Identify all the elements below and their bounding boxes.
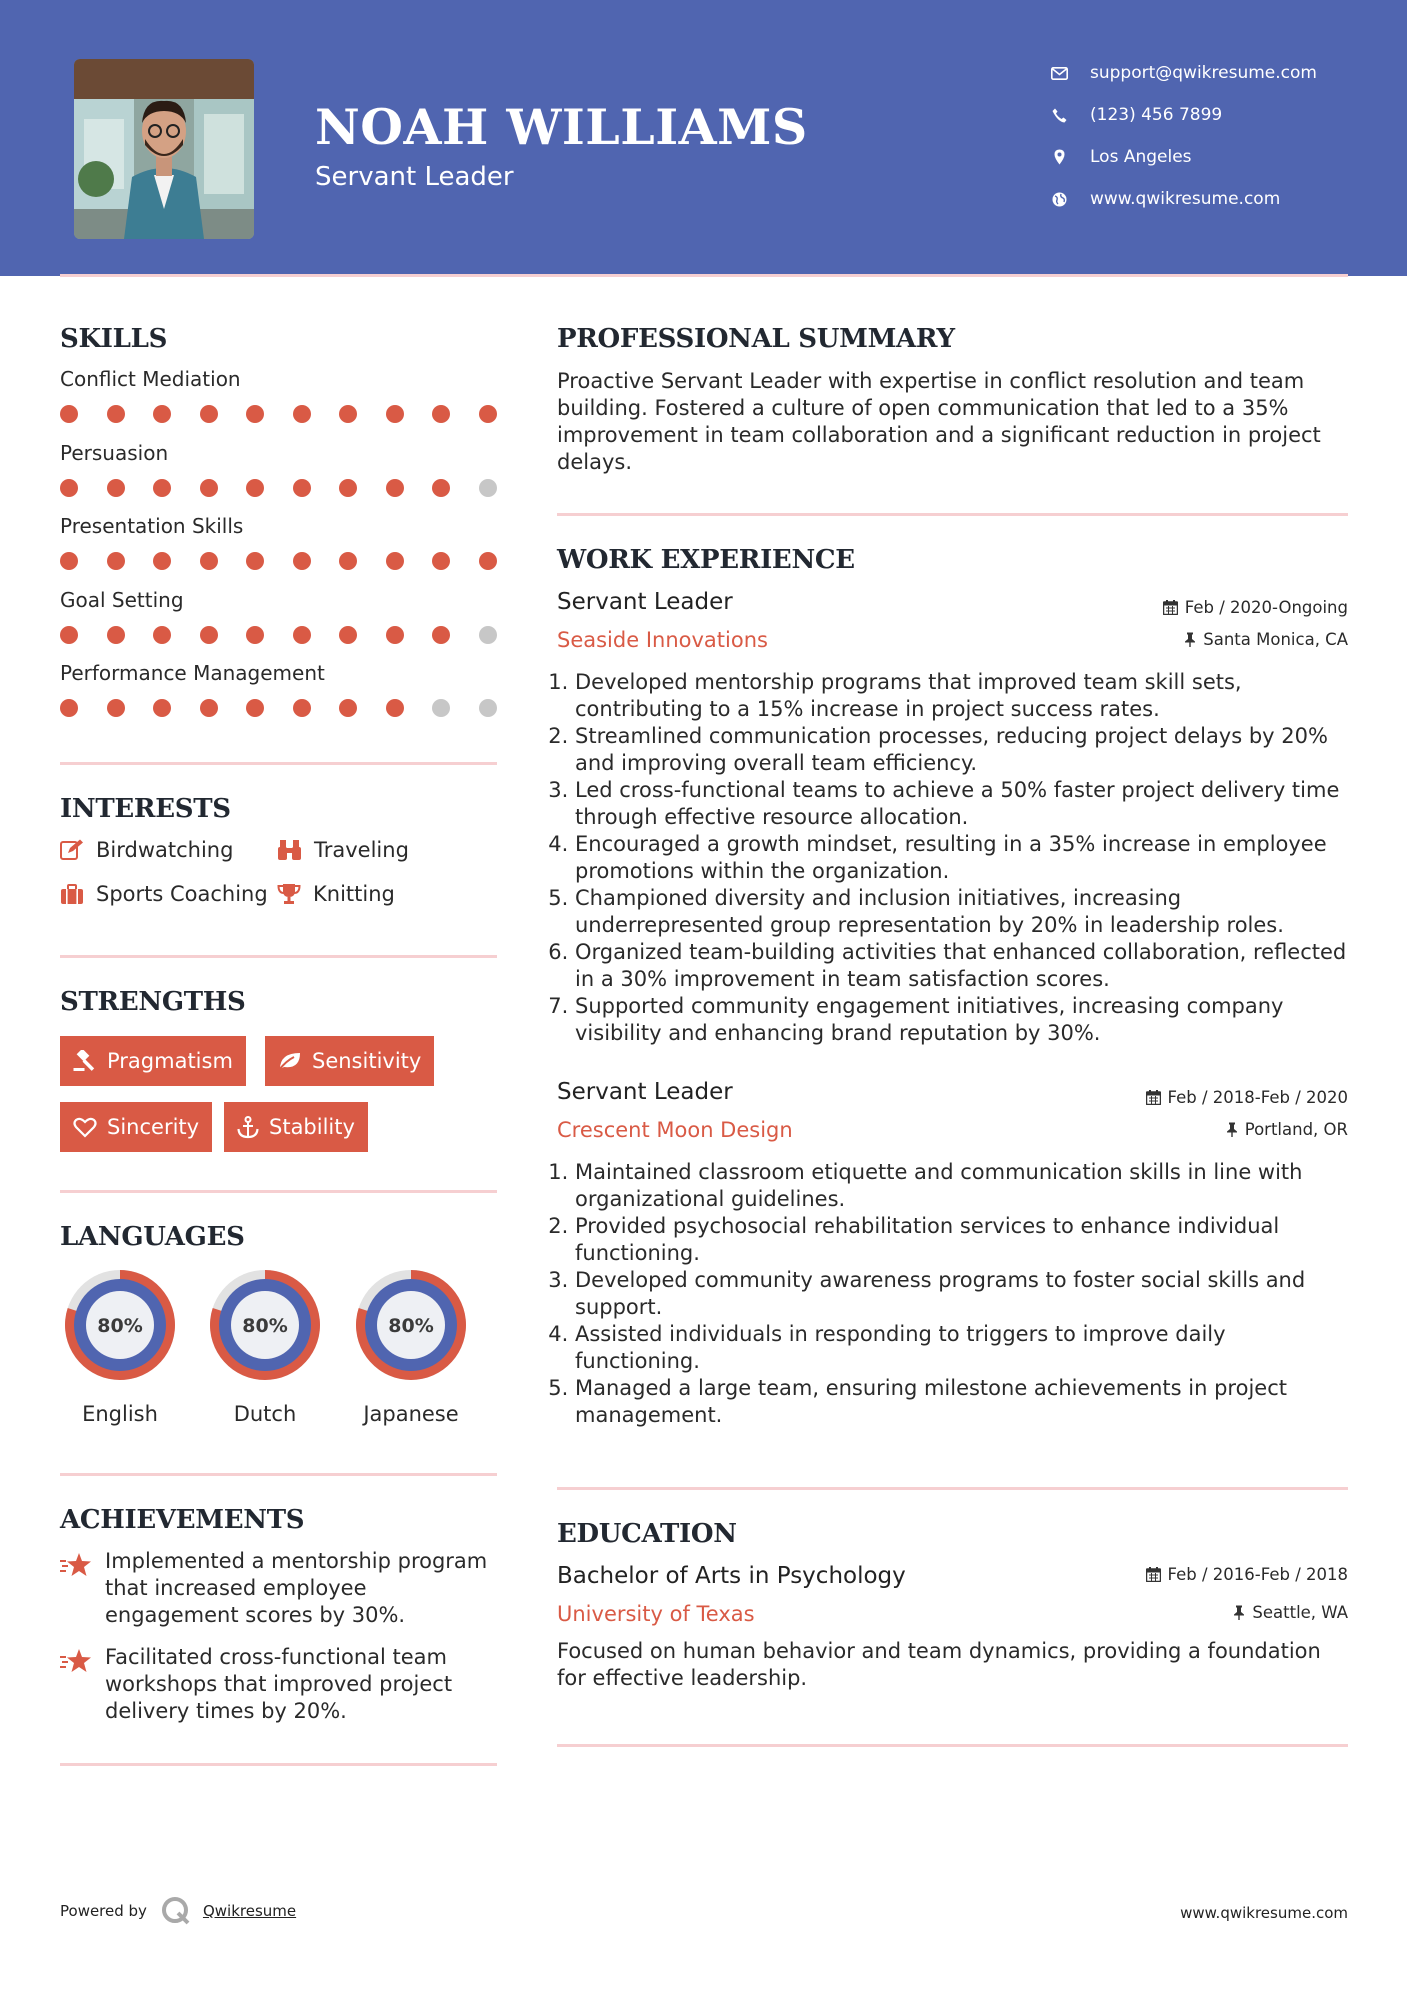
- skill-rating: [60, 626, 497, 644]
- phone-icon: [1050, 106, 1068, 124]
- contact-location: [1050, 136, 1317, 178]
- contact-list: [1050, 52, 1317, 220]
- contact-location-text: Los Angeles: [1090, 147, 1192, 167]
- skill-dot-filled: [293, 405, 311, 423]
- language-percent: 80%: [242, 1315, 288, 1337]
- language-item: [59, 1264, 181, 1426]
- job-bullet: 6. Organized team-building activities that enhanced collaboration, reflected in a 30% improvement in team satisfaction scores.: [575, 939, 1348, 993]
- skill-name: Presentation Skills: [60, 514, 244, 538]
- language-percent: 80%: [97, 1315, 143, 1337]
- summary-divider: [557, 513, 1348, 516]
- strength-tag: [265, 1036, 434, 1086]
- candidate-name: NOAH WILLIAMS: [315, 98, 808, 156]
- education-divider: [557, 1744, 1348, 1747]
- job-date-text: Feb / 2020-Ongoing: [1184, 598, 1348, 617]
- edit-icon: [60, 839, 84, 861]
- job-company: Crescent Moon Design: [557, 1118, 793, 1142]
- skill-dot-filled: [339, 699, 357, 717]
- skill-dot-filled: [386, 552, 404, 570]
- contact-phone: [1050, 94, 1317, 136]
- contact-phone-text[interactable]: (123) 456 7899: [1090, 105, 1223, 125]
- skill-dot-filled: [153, 626, 171, 644]
- skill-rating: [60, 699, 497, 717]
- language-name: English: [82, 1402, 158, 1426]
- skill-dot-filled: [246, 626, 264, 644]
- education-location: [1233, 1603, 1348, 1622]
- candidate-title: Servant Leader: [315, 162, 514, 192]
- job-location-text: Santa Monica, CA: [1203, 630, 1348, 649]
- profile-photo: [74, 59, 254, 239]
- skill-dot-filled: [432, 479, 450, 497]
- language-item: [350, 1264, 472, 1426]
- gavel-icon: [73, 1050, 97, 1072]
- skill-dot-filled: [386, 626, 404, 644]
- job-bullet: 1. Developed mentorship programs that improved team skill sets, contributing to a 15% increase in project success rates.: [575, 669, 1348, 723]
- skill-dot-empty: [479, 626, 497, 644]
- interest-label: Knitting: [313, 882, 395, 906]
- footer-brand-link[interactable]: Qwikresume: [202, 1902, 297, 1920]
- skill-dot-filled: [107, 479, 125, 497]
- skill-dot-filled: [293, 552, 311, 570]
- skill-dot-filled: [60, 479, 78, 497]
- footer-website[interactable]: www.qwikresume.com: [1180, 1904, 1348, 1922]
- skill-dot-filled: [200, 699, 218, 717]
- language-name: Dutch: [233, 1402, 297, 1426]
- skill-dot-filled: [246, 405, 264, 423]
- job-bullet: 7. Supported community engagement initiatives, increasing company visibility and enhancing brand reputation by 30%.: [575, 993, 1348, 1047]
- skill-dot-filled: [432, 405, 450, 423]
- skills-heading: SKILLS: [60, 324, 168, 354]
- skill-dot-filled: [60, 626, 78, 644]
- summary-heading: PROFESSIONAL SUMMARY: [557, 324, 955, 354]
- powered-by-label: Powered by: [60, 1902, 147, 1920]
- skill-dot-filled: [200, 552, 218, 570]
- strengths-divider: [60, 1190, 497, 1193]
- achievement-text: Facilitated cross-functional team workshops that improved project delivery times by 20%.: [105, 1645, 453, 1723]
- languages-heading: LANGUAGES: [60, 1222, 245, 1252]
- resume-header: [0, 0, 1407, 276]
- binoculars-icon: [277, 839, 302, 861]
- job-bullet: 5. Championed diversity and inclusion initiatives, increasing underrepresented group representation by 20% in leadership roles.: [575, 885, 1348, 939]
- skill-name: Conflict Mediation: [60, 367, 241, 391]
- interests-divider: [60, 955, 497, 958]
- skill-dot-filled: [339, 405, 357, 423]
- strength-label: Sincerity: [107, 1115, 200, 1139]
- job-bullet: 1. Maintained classroom etiquette and communication skills in line with organizational guidelines.: [575, 1159, 1348, 1213]
- skill-dot-filled: [153, 479, 171, 497]
- language-item: [204, 1264, 326, 1426]
- skill-dot-filled: [60, 552, 78, 570]
- skill-rating: [60, 479, 497, 497]
- skill-dot-filled: [107, 405, 125, 423]
- skill-dot-filled: [107, 699, 125, 717]
- job-bullet: 3. Developed community awareness programs to foster social skills and support.: [575, 1267, 1348, 1321]
- skill-dot-filled: [293, 479, 311, 497]
- education-degree: Bachelor of Arts in Psychology: [557, 1563, 906, 1589]
- interest-item: [277, 882, 395, 906]
- languages-divider: [60, 1473, 497, 1476]
- language-name: Japanese: [363, 1402, 459, 1426]
- skill-rating: [60, 552, 497, 570]
- education-date: [1146, 1565, 1348, 1584]
- skill-dot-empty: [479, 699, 497, 717]
- contact-email-text[interactable]: support@qwikresume.com: [1090, 63, 1317, 83]
- skill-dot-filled: [107, 552, 125, 570]
- strength-label: Sensitivity: [312, 1049, 422, 1073]
- language-ring: [204, 1264, 326, 1386]
- skill-dot-filled: [339, 552, 357, 570]
- pushpin-icon: [1184, 632, 1196, 647]
- language-ring: [350, 1264, 472, 1386]
- strength-tag: [60, 1102, 212, 1152]
- education-school: University of Texas: [557, 1602, 755, 1626]
- achievements-divider: [60, 1763, 497, 1766]
- skill-dot-filled: [432, 552, 450, 570]
- skill-dot-filled: [153, 552, 171, 570]
- job-location: [1184, 630, 1348, 649]
- interest-label: Traveling: [314, 838, 409, 862]
- skills-divider: [60, 762, 497, 765]
- language-percent: 80%: [388, 1315, 434, 1337]
- star-icon: [60, 1552, 92, 1578]
- skill-dot-filled: [153, 405, 171, 423]
- job-bullet: 4. Encouraged a growth mindset, resulting in a 35% increase in employee promotions within the organization.: [575, 831, 1348, 885]
- footer-powered-by: [60, 1896, 296, 1926]
- job-bullet: 3. Led cross-functional teams to achieve a 50% faster project delivery time through effective resource allocation.: [575, 777, 1348, 831]
- profile-photo-image: [74, 59, 254, 239]
- interest-label: Sports Coaching: [96, 882, 268, 906]
- skill-dot-filled: [200, 626, 218, 644]
- job-date-text: Feb / 2018-Feb / 2020: [1167, 1088, 1348, 1107]
- interest-item: [60, 882, 268, 906]
- skill-dot-filled: [246, 699, 264, 717]
- heart-icon: [73, 1117, 97, 1138]
- skill-dot-empty: [479, 479, 497, 497]
- job-bullet: 4. Assisted individuals in responding to triggers to improve daily functioning.: [575, 1321, 1348, 1375]
- skill-dot-filled: [479, 552, 497, 570]
- job-bullets: [557, 1159, 1348, 1429]
- achievement-text: Implemented a mentorship program that increased employee engagement scores by 30%.: [105, 1549, 488, 1627]
- skill-dot-filled: [107, 626, 125, 644]
- education-date-text: Feb / 2016-Feb / 2018: [1167, 1565, 1348, 1584]
- summary-text: Proactive Servant Leader with expertise in conflict resolution and team building. Fostered a culture of open communication that led to a 35% improvement in team collaboration and a significant reduction in project delays.: [557, 369, 1321, 474]
- skill-name: Performance Management: [60, 661, 325, 685]
- job-location-text: Portland, OR: [1244, 1120, 1348, 1139]
- work-heading: WORK EXPERIENCE: [557, 545, 855, 575]
- job-location: [1226, 1120, 1348, 1139]
- achievements-heading: ACHIEVEMENTS: [60, 1505, 305, 1535]
- skill-dot-filled: [479, 405, 497, 423]
- job-bullet: 2. Provided psychosocial rehabilitation services to enhance individual functioning.: [575, 1213, 1348, 1267]
- interest-item: [277, 838, 409, 862]
- pushpin-icon: [1233, 1605, 1245, 1620]
- star-icon: [60, 1648, 92, 1674]
- work-divider: [557, 1487, 1348, 1490]
- pushpin-icon: [1226, 1122, 1238, 1137]
- skill-dot-filled: [60, 405, 78, 423]
- education-location-text: Seattle, WA: [1252, 1603, 1348, 1622]
- contact-email: [1050, 52, 1317, 94]
- header-divider: [60, 274, 1348, 277]
- language-ring: [59, 1264, 181, 1386]
- skill-dot-filled: [293, 626, 311, 644]
- education-heading: EDUCATION: [557, 1519, 737, 1549]
- qwikresume-logo-icon: [161, 1896, 191, 1926]
- skill-dot-filled: [432, 626, 450, 644]
- education-text: Focused on human behavior and team dynamics, providing a foundation for effective leadership.: [557, 1639, 1321, 1690]
- job-company: Seaside Innovations: [557, 628, 768, 652]
- skill-dot-filled: [200, 405, 218, 423]
- envelope-icon: [1050, 64, 1068, 82]
- achievement-item: [60, 1548, 497, 1629]
- interest-item: [60, 838, 233, 862]
- strength-tag: [60, 1036, 246, 1086]
- skill-dot-filled: [293, 699, 311, 717]
- briefcase-icon: [60, 884, 84, 905]
- skill-dot-filled: [153, 699, 171, 717]
- calendar-icon: [1163, 600, 1178, 615]
- trophy-icon: [277, 883, 301, 905]
- strength-label: Pragmatism: [107, 1049, 233, 1073]
- job-bullets: [557, 669, 1348, 1047]
- interest-label: Birdwatching: [96, 838, 234, 862]
- leaf-icon: [278, 1051, 302, 1071]
- contact-website-text[interactable]: www.qwikresume.com: [1090, 189, 1281, 209]
- contact-website: [1050, 178, 1317, 220]
- calendar-icon: [1146, 1090, 1161, 1105]
- skill-name: Persuasion: [60, 440, 169, 465]
- skill-dot-filled: [246, 552, 264, 570]
- map-marker-icon: [1050, 148, 1068, 166]
- skill-dot-filled: [339, 626, 357, 644]
- globe-icon: [1050, 190, 1068, 208]
- skill-dot-filled: [339, 479, 357, 497]
- strengths-heading: STRENGTHS: [60, 987, 246, 1017]
- interests-heading: INTERESTS: [60, 794, 231, 824]
- strength-label: Stability: [269, 1115, 355, 1139]
- skill-rating: [60, 405, 497, 423]
- skill-name: Goal Setting: [60, 587, 184, 612]
- skill-dot-filled: [246, 479, 264, 497]
- job-date: [1163, 598, 1348, 617]
- job-title: Servant Leader: [557, 1079, 733, 1105]
- calendar-icon: [1146, 1567, 1161, 1582]
- job-bullet: 2. Streamlined communication processes, reducing project delays by 20% and improving overall team efficiency.: [575, 723, 1348, 777]
- job-bullet: 5. Managed a large team, ensuring milestone achievements in project management.: [575, 1375, 1348, 1429]
- skill-dot-filled: [386, 479, 404, 497]
- job-date: [1146, 1088, 1348, 1107]
- strength-tag: [224, 1102, 368, 1152]
- achievement-item: [60, 1644, 497, 1725]
- skill-dot-filled: [386, 699, 404, 717]
- skill-dot-filled: [386, 405, 404, 423]
- job-title: Servant Leader: [557, 589, 733, 615]
- skill-dot-empty: [432, 699, 450, 717]
- anchor-icon: [237, 1116, 259, 1139]
- skill-dot-filled: [60, 699, 78, 717]
- skill-dot-filled: [200, 479, 218, 497]
